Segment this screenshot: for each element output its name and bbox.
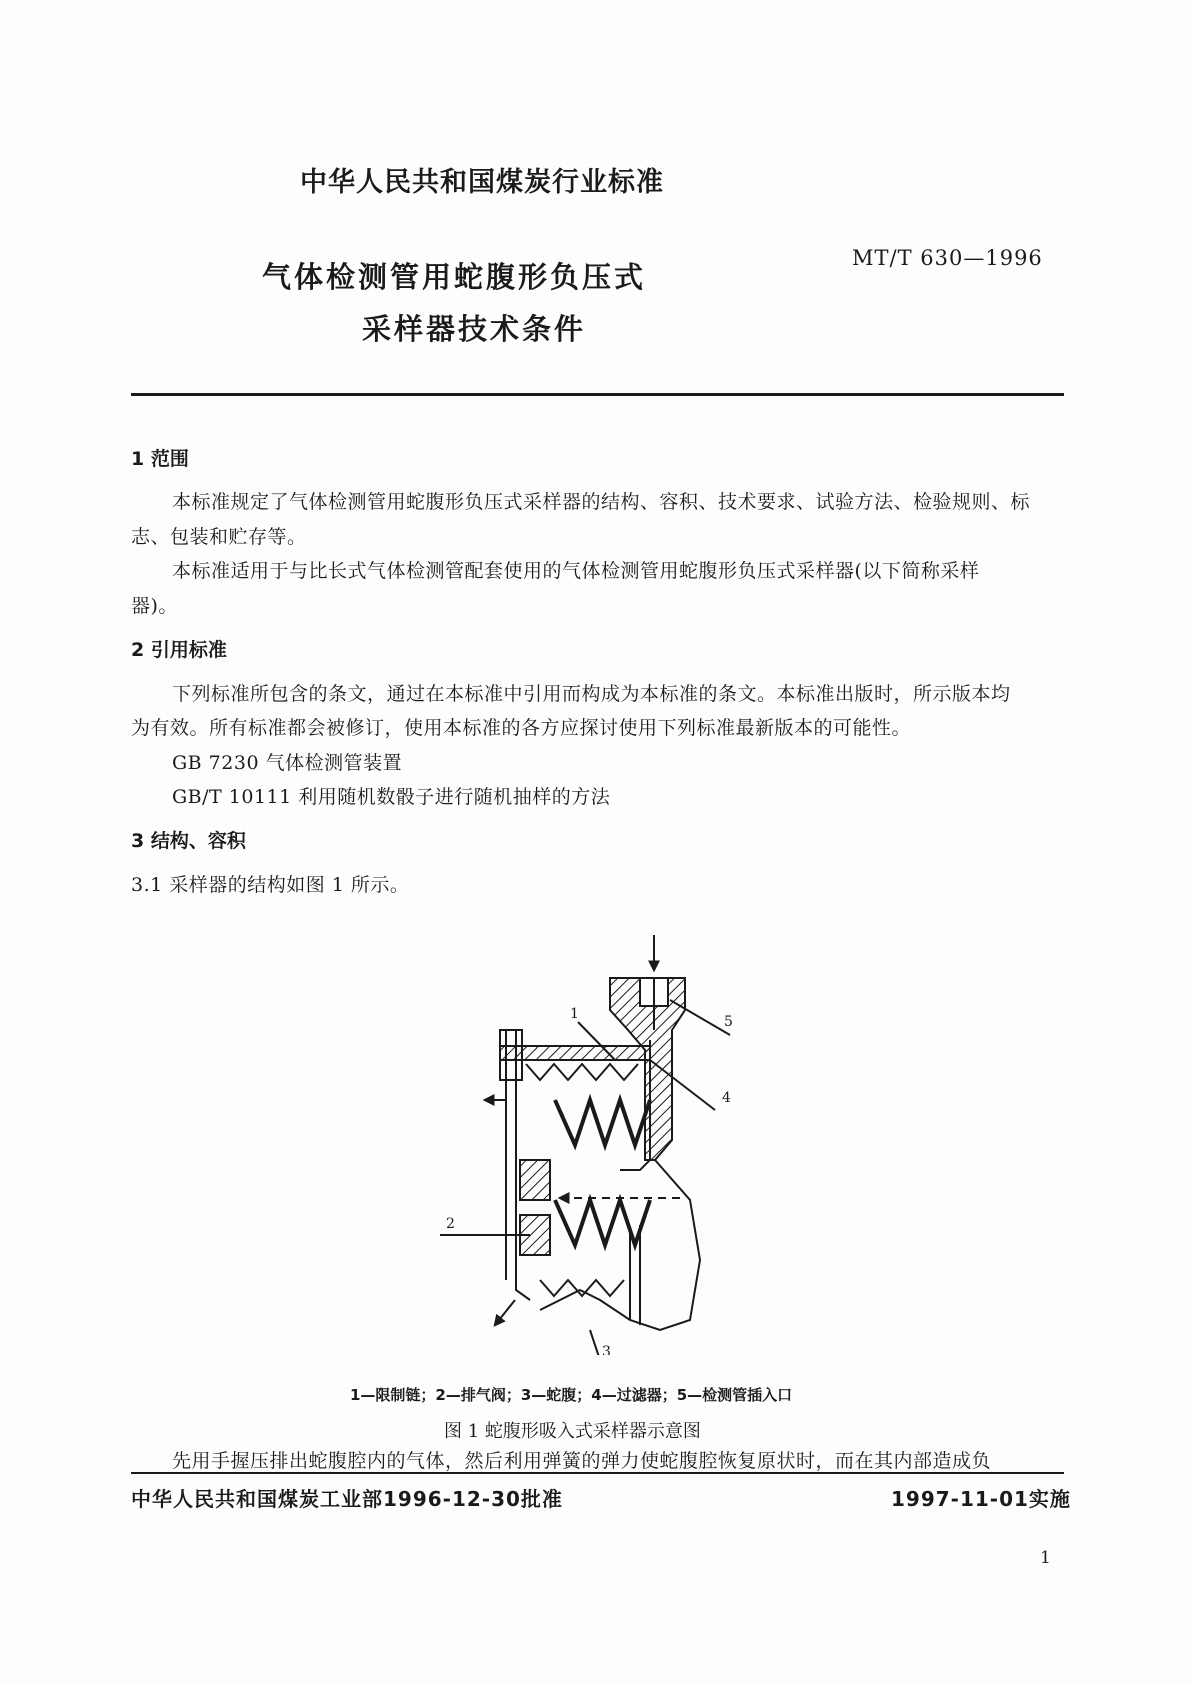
reference-gbt10111: GB/T 10111 利用随机数骰子进行随机抽样的方法	[172, 786, 611, 808]
sampler-diagram	[420, 930, 740, 1355]
exhaust-valve	[520, 1160, 550, 1200]
section-1-paragraph-1-line2: 志、包装和贮存等。	[131, 526, 307, 548]
issuing-body: 中华人民共和国煤炭行业标准	[300, 167, 664, 198]
section-2-paragraph-line1: 下列标准所包含的条文，通过在本标准中引用而构成为本标准的条文。本标准出版时，所示版本均	[172, 683, 1011, 705]
reference-gb7230: GB 7230 气体检测管装置	[172, 752, 403, 774]
section-1-paragraph-2-line1: 本标准适用于与比长式气体检测管配套使用的气体检测管用蛇腹形负压式采样器(以下简称采样	[172, 560, 980, 582]
figure-caption: 图 1 蛇腹形吸入式采样器示意图	[444, 1421, 701, 1442]
clause-3-1: 3.1 采样器的结构如图 1 所示。	[131, 874, 410, 896]
section-2-paragraph-line2: 为有效。所有标准都会被修订，使用本标准的各方应探讨使用下列标准最新版本的可能性。	[131, 717, 912, 739]
figure-label-2: 2	[446, 1216, 455, 1232]
bellows	[540, 1160, 700, 1330]
section-1-paragraph-1-line1: 本标准规定了气体检测管用蛇腹形负压式采样器的结构、容积、技术要求、试验方法、检验规则、标	[172, 491, 1031, 513]
header-divider	[131, 393, 1064, 396]
figure-label-3: 3	[602, 1344, 611, 1355]
section-1-heading: 1 范围	[131, 448, 189, 470]
page-number: 1	[1040, 1548, 1051, 1568]
figure-label-1: 1	[570, 1006, 579, 1022]
figure-legend: 1—限制链；2—排气阀；3—蛇腹；4—过滤器；5—检测管插入口	[350, 1386, 793, 1404]
footer-divider	[131, 1472, 1064, 1474]
standard-number: MT/T 630—1996	[852, 246, 1043, 270]
document-title-line1: 气体检测管用蛇腹形负压式	[262, 260, 647, 294]
spring	[555, 1100, 650, 1145]
section-3-heading: 3 结构、容积	[131, 830, 246, 852]
section-1-paragraph-2-line2: 器)。	[131, 595, 178, 617]
section-2-heading: 2 引用标准	[131, 639, 227, 661]
document-title-line2: 采样器技术条件	[362, 312, 587, 346]
approval-line: 中华人民共和国煤炭工业部1996-12-30批准	[131, 1487, 563, 1511]
continuation-paragraph: 先用手握压排出蛇腹腔内的气体，然后利用弹簧的弹力使蛇腹腔恢复原状时，而在其内部造成负	[172, 1450, 992, 1472]
figure-label-5: 5	[724, 1014, 733, 1030]
figure-label-4: 4	[722, 1090, 731, 1106]
effective-date: 1997-11-01实施	[891, 1487, 1071, 1511]
